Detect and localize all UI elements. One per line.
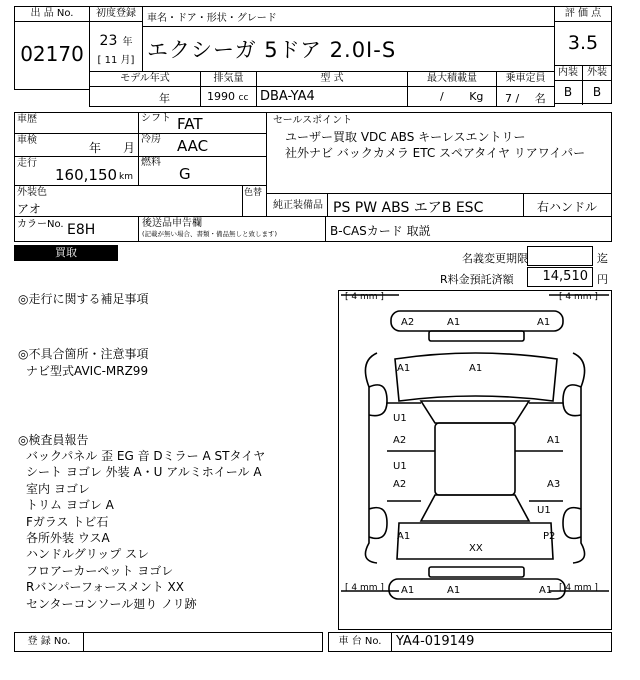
- shaken-label: 車検: [17, 135, 37, 146]
- recolor-box: [242, 185, 267, 217]
- car-diagram-svg: [339, 291, 611, 629]
- shaken-box: [14, 133, 139, 157]
- color-no-box: [14, 216, 139, 242]
- sales-point-line: 社外ナビ バックカメラ ETC スペアタイヤ リアワイパー: [285, 146, 586, 160]
- lot-no-label: 出 品 No.: [15, 7, 89, 22]
- spec-row: [89, 71, 555, 107]
- chassis-no-field: [391, 632, 612, 652]
- type-label: 型 式: [257, 72, 407, 87]
- grille: [429, 331, 524, 341]
- model-name-box: [142, 6, 555, 72]
- tire-label-fl: [ 4 mm ]: [345, 292, 384, 302]
- tire-label-rl: [ 4 mm ]: [345, 583, 384, 593]
- inspector-line: ハンドルグリップ スレ: [26, 547, 150, 562]
- fuel-box: [138, 156, 267, 186]
- mark-hood-left: A1: [397, 363, 411, 374]
- mileage-label: 走行: [17, 158, 37, 169]
- defects-line: ナビ型式AVIC-MRZ99: [26, 364, 149, 378]
- mark-left-fender-u: U1: [393, 413, 407, 424]
- month-unit: 月]: [120, 55, 135, 66]
- rear-window: [421, 495, 529, 521]
- lot-no: 02170: [20, 42, 84, 66]
- wheel-front-left: [369, 385, 387, 416]
- capacity-unit: 名: [534, 92, 546, 105]
- handle-position: 右ハンドル: [537, 200, 598, 214]
- capacity-label: 乗車定員: [497, 72, 554, 87]
- first-reg-year: 23: [99, 33, 118, 49]
- windshield: [421, 401, 529, 423]
- equipment-box: [266, 193, 612, 217]
- recycle-unit: 円: [597, 273, 608, 286]
- inspector-line: 室内 ヨゴレ: [26, 481, 90, 496]
- name-change-label: 名義変更期限: [462, 252, 528, 265]
- docs-label: 後送品申告欄: [142, 218, 202, 229]
- purchase-tag: [14, 245, 118, 261]
- docs-note: (記載が無い場合、書類・備品無しと致します): [142, 230, 278, 238]
- shift-label: シフト: [141, 113, 171, 124]
- ac-box: [138, 133, 267, 157]
- model-name: エクシーガ 5ドア 2.0I-S: [147, 38, 397, 62]
- docs-value-box: [325, 216, 612, 242]
- displacement-unit: cc: [238, 93, 249, 103]
- color-box: [14, 185, 243, 217]
- chassis-no-label: 車 台 No.: [338, 636, 382, 647]
- max-load-slash: /: [440, 90, 444, 103]
- purchase-tag-label: 買取: [55, 246, 77, 259]
- history-label: 車歴: [17, 114, 37, 125]
- notes-area: [18, 290, 328, 630]
- mark-rear-bumper-right: A1: [539, 585, 553, 596]
- shaken-year-unit: 年: [89, 141, 102, 155]
- recycle-value: 14,510: [542, 269, 588, 284]
- interior-label: 内装: [554, 66, 582, 81]
- mileage-box: [14, 156, 139, 186]
- reg-no-field: [83, 632, 323, 652]
- score: 3.5: [567, 32, 599, 54]
- chassis-no-box: [328, 632, 392, 652]
- wheel-rear-right: [563, 508, 581, 539]
- inspector-line: 各所外装 ウスA: [26, 531, 110, 546]
- max-load-unit: Kg: [469, 90, 484, 103]
- inspector-line: シート ヨゴレ 外装 A・U アルミホイール A: [26, 465, 262, 480]
- chassis-no: YA4-019149: [396, 634, 475, 649]
- model-year-unit: 年: [159, 92, 170, 105]
- fuel-label: 燃料: [141, 157, 161, 168]
- inspector-line: バックパネル 歪 EG 音 Dミラー A STタイヤ: [26, 449, 266, 463]
- damage-diagram: [338, 290, 612, 630]
- mark-rear-bumper-mid: A1: [447, 585, 461, 596]
- mark-left-quarter: A1: [397, 531, 411, 542]
- equipment-value: PS PW ABS エアB ESC: [333, 200, 484, 216]
- displacement: 1990: [207, 90, 235, 103]
- lot-no-box: [14, 6, 90, 90]
- mark-back-door: XX: [469, 543, 483, 554]
- recolor-label: 色替: [244, 188, 263, 198]
- capacity: 7: [505, 92, 512, 105]
- color: アオ: [17, 202, 41, 216]
- inspector-label: ◎検査員報告: [18, 433, 89, 447]
- shift: FAT: [177, 115, 203, 133]
- first-reg-month: 11: [104, 55, 118, 66]
- capacity-slash: /: [515, 92, 520, 105]
- mark-right-quarter-u: U1: [537, 505, 551, 516]
- exterior-label: 外装: [583, 66, 611, 81]
- hood: [395, 353, 557, 401]
- mark-rear-bumper-left: A1: [401, 585, 415, 596]
- type: DBA-YA4: [260, 89, 315, 104]
- sales-points-label: セールスポイント: [273, 115, 353, 126]
- sales-points-box: [266, 112, 612, 194]
- fuel: G: [179, 165, 191, 183]
- inspector-lines: [18, 448, 328, 612]
- color-no: E8H: [67, 222, 96, 238]
- score-label: 評 価 点: [555, 7, 611, 22]
- docs-box: [138, 216, 326, 242]
- first-reg-label: 初度登録: [90, 7, 142, 22]
- month-open: [: [97, 55, 102, 66]
- wheel-front-right: [563, 385, 581, 416]
- wheel-rear-left: [369, 508, 387, 539]
- model-year-label: モデル年式: [90, 72, 200, 87]
- reg-no-box: [14, 632, 84, 652]
- tire-label-fr: [ 4 mm ]: [559, 292, 598, 302]
- displacement-label: 排気量: [201, 72, 256, 87]
- mark-right-quarter-p: P2: [543, 531, 556, 542]
- name-change-field: [527, 246, 593, 266]
- mark-front-bumper-mid: A1: [447, 317, 461, 328]
- mark-right-rear-door: A3: [547, 479, 561, 490]
- first-reg-box: [89, 6, 143, 72]
- driving-notes-label: ◎走行に関する補足事項: [18, 292, 149, 306]
- mileage-unit: km: [119, 172, 133, 182]
- history-box: [14, 112, 139, 134]
- mark-front-bumper-left: A2: [401, 317, 415, 328]
- tail-plate: [429, 567, 524, 577]
- max-load-label: 最大積載量: [408, 72, 496, 87]
- mark-right-front-door: A1: [547, 435, 561, 446]
- mark-left-fender-a: A2: [393, 435, 407, 446]
- docs-value: B-CASカード 取説: [330, 224, 431, 238]
- interior-grade: B: [563, 85, 573, 99]
- shaken-month-unit: 月: [123, 141, 136, 155]
- color-no-label: カラーNo.: [17, 219, 64, 230]
- reg-no-label: 登 録 No.: [27, 636, 71, 647]
- ac-label: 冷房: [141, 134, 161, 145]
- sales-point-line: ユーザー買取 VDC ABS キーレスエントリー: [285, 130, 526, 144]
- defects-label: ◎不具合箇所・注意事項: [18, 347, 149, 361]
- roof: [435, 423, 515, 495]
- inspector-line: フロアーカーペット ヨゴレ: [26, 563, 174, 578]
- mark-front-bumper-right: A1: [537, 317, 551, 328]
- inspector-line: Fガラス トビ石: [26, 514, 109, 529]
- tire-label-rr: [ 4 mm ]: [559, 583, 598, 593]
- exterior-grade: B: [592, 85, 602, 99]
- model-name-label: 車名・ドア・形状・グレード: [143, 7, 554, 27]
- ac: AAC: [177, 137, 209, 155]
- year-unit: 年: [122, 37, 133, 48]
- mark-left-rear-a: A2: [393, 479, 407, 490]
- equipment-label: 純正装備品: [273, 200, 323, 211]
- score-box: [554, 6, 612, 104]
- name-change-unit: 迄: [597, 252, 608, 265]
- mark-left-rear-u: U1: [393, 461, 407, 472]
- mark-hood-mid: A1: [469, 363, 483, 374]
- inspector-line: センターコンソール廻り ノリ跡: [26, 596, 197, 611]
- recycle-label: R料金預託済額: [440, 273, 514, 286]
- mileage: 160,150: [55, 166, 118, 184]
- inspector-line: トリム ヨゴレ A: [26, 498, 114, 513]
- shift-box: [138, 112, 267, 134]
- recycle-field: [527, 267, 593, 287]
- color-label: 外装色: [17, 187, 47, 198]
- inspector-line: Rバンパーフォースメント XX: [26, 580, 184, 595]
